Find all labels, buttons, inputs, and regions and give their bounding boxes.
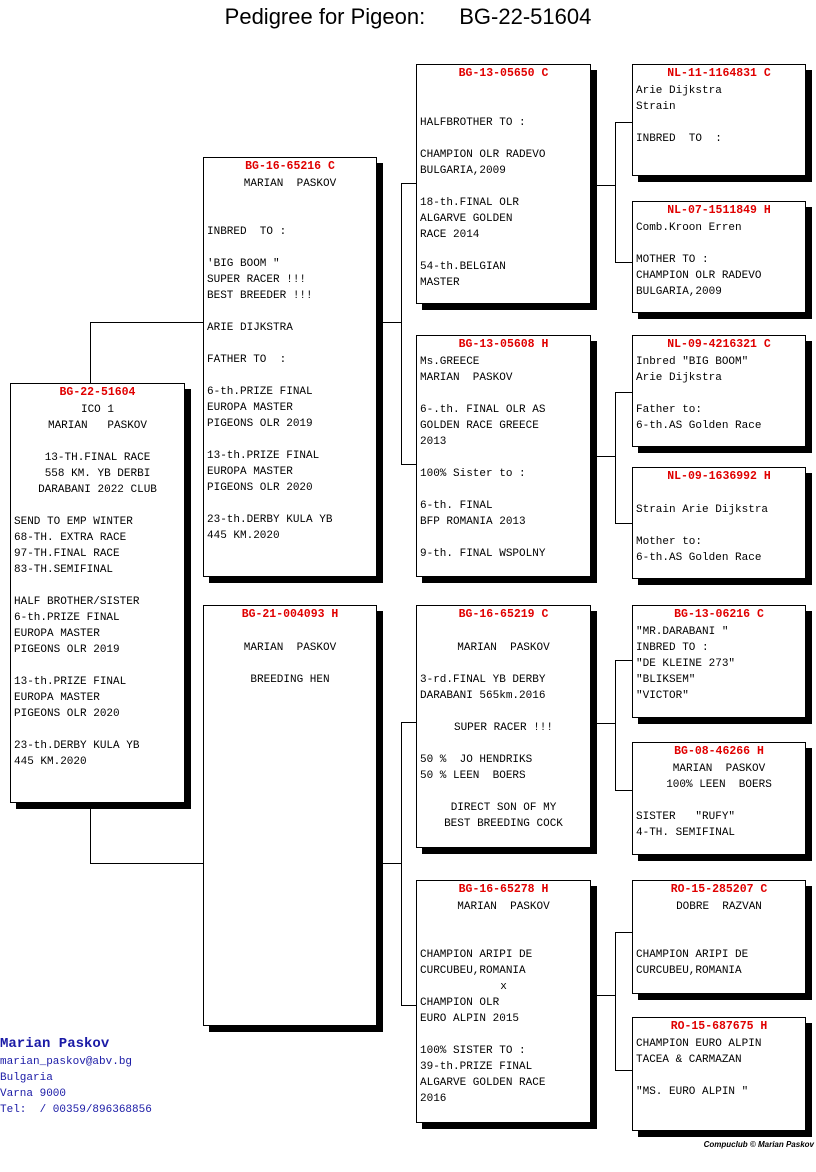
pigeon-info-line: Arie Dijkstra	[636, 372, 722, 384]
pigeon-info-line: 13-TH.FINAL RACE	[44, 452, 151, 464]
pigeon-card-dam-sire	[416, 605, 591, 848]
pigeon-info-line: INBRED TO :	[636, 133, 722, 145]
pigeon-info-line	[420, 736, 587, 752]
pigeon-info-line	[207, 656, 373, 672]
pigeon-card-subject	[10, 383, 185, 803]
connector-line	[615, 523, 633, 524]
pigeon-info-line	[207, 432, 373, 448]
pigeon-info-line: 23-th.DERBY KULA YB	[207, 514, 333, 526]
pigeon-info-line: PIGEONS OLR 2020	[14, 708, 120, 720]
pigeon-info-line: 50 % JO HENDRIKS	[420, 754, 533, 766]
pigeon-info-line	[207, 208, 373, 224]
pigeon-info-line: GOLDEN RACE GREECE	[420, 420, 539, 432]
pigeon-info-line: 558 KM. YB DERBI	[44, 468, 151, 480]
pigeon-info-line: SISTER "RUFY"	[636, 811, 736, 823]
pigeon-info-line: FATHER TO :	[207, 354, 287, 366]
owner-name: Marian Paskov	[0, 1036, 110, 1052]
connector-line	[615, 660, 633, 661]
pigeon-info-line	[14, 434, 181, 450]
connector-line	[615, 122, 616, 262]
pigeon-info-line: 3-rd.FINAL YB DERBY	[420, 674, 546, 686]
pigeon-info-line: 6-th.AS Golden Race	[636, 552, 762, 564]
pigeon-info-line: BULGARIA,2009	[636, 286, 722, 298]
pigeon-info-line	[14, 578, 181, 594]
connector-line	[401, 464, 417, 465]
pigeon-info-line	[207, 496, 373, 512]
pigeon-info-line: BULGARIA,2009	[420, 165, 506, 177]
pigeon-info-line: 39-th.PRIZE FINAL	[420, 1061, 533, 1073]
pigeon-info-line	[420, 931, 587, 947]
pigeon-info-line	[207, 624, 373, 640]
pigeon-info-line: CHAMPION ARIPI DE	[420, 949, 533, 961]
pigeon-card-sire-sire-sire	[632, 64, 806, 176]
ring-number: RO-15-687675 H	[670, 1020, 768, 1033]
connector-line	[615, 262, 633, 263]
pigeon-info-line: Father to:	[636, 404, 703, 416]
ring-number: BG-16-65278 H	[458, 883, 549, 896]
ring-number: BG-08-46266 H	[674, 745, 764, 758]
pigeon-info-line: "MS. EURO ALPIN "	[636, 1086, 749, 1098]
connector-line	[590, 185, 615, 186]
pigeon-info-line: MARIAN PASKOV	[47, 420, 148, 432]
pigeon-info-line: MASTER	[420, 277, 460, 289]
pigeon-info-line: CHAMPION OLR RADEVO	[636, 270, 762, 282]
connector-line	[615, 1070, 633, 1071]
pigeon-info-line	[420, 83, 587, 99]
pigeon-info-line	[14, 722, 181, 738]
pigeon-info-line: 54-th.BELGIAN	[420, 261, 506, 273]
pigeon-info-line	[636, 1068, 802, 1084]
pigeon-info-line	[420, 1027, 587, 1043]
pigeon-card-sire-sire-dam	[632, 201, 806, 313]
pigeon-info-line: BEST BREEDER !!!	[207, 290, 313, 302]
pigeon-info-line: PIGEONS OLR 2020	[207, 482, 313, 494]
owner-country: Bulgaria	[0, 1072, 53, 1084]
pigeon-info-line: "VICTOR"	[636, 690, 689, 702]
pigeon-card-dam-dam-sire	[632, 880, 806, 994]
connector-line	[90, 802, 91, 863]
connector-line	[90, 863, 204, 864]
pigeon-info-line: MOTHER TO :	[636, 254, 709, 266]
owner-city: Varna 9000	[0, 1088, 67, 1100]
pigeon-info-line: Mother to:	[636, 536, 703, 548]
pigeon-info-line	[420, 482, 587, 498]
pigeon-info-line: EUROPA MASTER	[14, 692, 100, 704]
pigeon-info-line	[420, 179, 587, 195]
connector-line	[90, 322, 91, 384]
pigeon-card-dam	[203, 605, 377, 1026]
pigeon-info-line: SUPER RACER !!!	[207, 274, 307, 286]
pigeon-info-line: HALFBROTHER TO :	[420, 117, 526, 129]
pigeon-card-sire-dam-dam	[632, 467, 806, 579]
pigeon-info-line: 83-TH.SEMIFINAL	[14, 564, 114, 576]
pigeon-info-line	[207, 336, 373, 352]
ring-number: NL-09-4216321 C	[667, 338, 771, 351]
pigeon-card-sire-dam	[416, 335, 591, 577]
pigeon-info-line: DOBRE RAZVAN	[676, 901, 762, 913]
pigeon-info-line: Ms.GREECE	[420, 356, 480, 368]
pigeon-info-line	[636, 915, 802, 931]
owner-phone: Tel: / 00359/896368856	[0, 1104, 152, 1116]
pigeon-info-line	[636, 931, 802, 947]
pigeon-info-line: BREEDING HEN	[250, 674, 330, 686]
pigeon-card-dam-sire-sire	[632, 605, 806, 718]
pigeon-info-line: 100% Sister to :	[420, 468, 526, 480]
pigeon-info-line: BFP ROMANIA 2013	[420, 516, 526, 528]
pigeon-info-line: 97-TH.FINAL RACE	[14, 548, 120, 560]
pigeon-info-line: INBRED TO :	[636, 642, 709, 654]
pigeon-info-line: Strain	[636, 101, 676, 113]
pigeon-info-line	[420, 656, 587, 672]
pigeon-info-line: PIGEONS OLR 2019	[14, 644, 120, 656]
pigeon-info-line	[207, 368, 373, 384]
ring-number: BG-22-51604	[59, 386, 136, 399]
pigeon-info-line: 100% SISTER TO :	[420, 1045, 526, 1057]
pigeon-info-line: 9-th. FINAL WSPOLNY	[420, 548, 546, 560]
pigeon-info-line: 2016	[420, 1093, 447, 1105]
pigeon-info-line: PIGEONS OLR 2019	[207, 418, 313, 430]
pigeon-info-line: MARIAN PASKOV	[243, 178, 337, 190]
ring-number: NL-11-1164831 C	[667, 67, 771, 80]
pigeon-info-line	[14, 658, 181, 674]
pigeon-info-line	[420, 131, 587, 147]
pigeon-info-line	[420, 450, 587, 466]
pigeon-info-line	[14, 498, 181, 514]
pigeon-info-line: Inbred "BIG BOOM"	[636, 356, 749, 368]
pigeon-info-line	[636, 518, 802, 534]
pigeon-info-line: MARIAN PASKOV	[243, 642, 337, 654]
pigeon-info-line: EUROPA MASTER	[207, 466, 293, 478]
connector-line	[615, 392, 633, 393]
pigeon-info-line	[420, 243, 587, 259]
pigeon-info-line	[420, 784, 587, 800]
pigeon-card-dam-dam	[416, 880, 591, 1123]
pigeon-info-line	[420, 915, 587, 931]
pigeon-info-line: 2013	[420, 436, 447, 448]
pigeon-info-line: DARABANI 565km.2016	[420, 690, 546, 702]
pigeon-info-line: DARABANI 2022 CLUB	[38, 484, 157, 496]
pigeon-info-line: x	[500, 981, 507, 993]
pigeon-info-line: 100% LEEN BOERS	[666, 779, 772, 791]
owner-contact	[0, 1034, 152, 1118]
pigeon-info-line: "BLIKSEM"	[636, 674, 696, 686]
pigeon-info-line: MARIAN PASKOV	[457, 901, 550, 913]
pigeon-info-line: ALGARVE GOLDEN RACE	[420, 1077, 546, 1089]
owner-email[interactable]: marian_paskov@abv.bg	[0, 1056, 133, 1068]
pigeon-info-line: TACEA & CARMAZAN	[636, 1054, 742, 1066]
connector-line	[615, 392, 616, 523]
pigeon-info-line: EUROPA MASTER	[14, 628, 100, 640]
connector-line	[376, 863, 401, 864]
pigeon-info-line	[420, 99, 587, 115]
pigeon-info-line	[420, 386, 587, 402]
pigeon-info-line: ALGARVE GOLDEN	[420, 213, 513, 225]
pigeon-info-line: 6-th. FINAL	[420, 500, 493, 512]
pigeon-info-line: EUROPA MASTER	[207, 402, 293, 414]
pigeon-info-line: CURCUBEU,ROMANIA	[420, 965, 526, 977]
ring-number: NL-09-1636992 H	[667, 470, 771, 483]
connector-line	[615, 932, 616, 1070]
ring-number: RO-15-285207 C	[670, 883, 768, 896]
connector-line	[590, 456, 615, 457]
connector-line	[401, 183, 402, 464]
connector-line	[590, 723, 615, 724]
pigeon-info-line: CHAMPION OLR	[420, 997, 500, 1009]
pigeon-card-sire-dam-sire	[632, 335, 806, 447]
pigeon-info-line: MARIAN PASKOV	[672, 763, 766, 775]
pigeon-info-line: ARIE DIJKSTRA	[207, 322, 293, 334]
pigeon-info-line: CHAMPION EURO ALPIN	[636, 1038, 762, 1050]
pigeon-info-line	[636, 386, 802, 402]
pigeon-info-line: CHAMPION ARIPI DE	[636, 949, 749, 961]
pigeon-info-line	[636, 115, 802, 131]
pigeon-info-line: 'BIG BOOM "	[207, 258, 280, 270]
connector-line	[401, 183, 417, 184]
pigeon-card-sire	[203, 157, 377, 577]
title-prefix: Pedigree for Pigeon:	[224, 4, 426, 29]
pigeon-info-line	[636, 236, 802, 252]
pigeon-info-line: ICO 1	[80, 404, 114, 416]
pigeon-info-line: 18-th.FINAL OLR	[420, 197, 520, 209]
pigeon-info-line: 23-th.DERBY KULA YB	[14, 740, 140, 752]
pigeon-info-line	[420, 624, 587, 640]
connector-line	[376, 322, 401, 323]
ring-number: BG-13-06216 C	[674, 608, 764, 621]
pigeon-info-line: DIRECT SON OF MY	[450, 802, 557, 814]
pigeon-info-line: "MR.DARABANI "	[636, 626, 729, 638]
connector-line	[615, 122, 633, 123]
pigeon-info-line: CURCUBEU,ROMANIA	[636, 965, 742, 977]
pigeon-info-line: 445 KM.2020	[207, 530, 280, 542]
connector-line	[90, 322, 204, 323]
pigeon-info-line: 13-th.PRIZE FINAL	[14, 676, 127, 688]
pigeon-info-line	[636, 793, 802, 809]
connector-line	[590, 995, 615, 996]
pigeon-info-line: 13-th.PRIZE FINAL	[207, 450, 320, 462]
pigeon-info-line: EURO ALPIN 2015	[420, 1013, 520, 1025]
pigeon-info-line: "DE KLEINE 273"	[636, 658, 736, 670]
pigeon-info-line: SEND TO EMP WINTER	[14, 516, 133, 528]
pigeon-info-line: Arie Dijkstra	[636, 85, 722, 97]
ring-number: BG-13-05650 C	[458, 67, 549, 80]
pigeon-info-line: 6-th.PRIZE FINAL	[207, 386, 313, 398]
pigeon-info-line: 4-TH. SEMIFINAL	[636, 827, 736, 839]
ring-number: BG-13-05608 H	[458, 338, 549, 351]
pigeon-info-line: RACE 2014	[420, 229, 480, 241]
title-ring: BG-22-51604	[459, 4, 592, 29]
connector-line	[615, 932, 633, 933]
connector-line	[401, 722, 402, 1005]
pigeon-info-line	[207, 192, 373, 208]
ring-number: BG-16-65216 C	[245, 160, 335, 173]
pigeon-card-dam-sire-dam	[632, 742, 806, 855]
pigeon-info-line: SUPER RACER !!!	[453, 722, 554, 734]
pigeon-info-line: 6-.th. FINAL OLR AS	[420, 404, 546, 416]
pigeon-info-line: INBRED TO :	[207, 226, 287, 238]
connector-line	[401, 722, 417, 723]
pigeon-card-sire-sire	[416, 64, 591, 304]
page-title	[0, 4, 816, 30]
pigeon-info-line: 445 KM.2020	[14, 756, 87, 768]
pigeon-info-line: 6-th.AS Golden Race	[636, 420, 762, 432]
pigeon-info-line: MARIAN PASKOV	[420, 372, 513, 384]
pigeon-info-line: MARIAN PASKOV	[457, 642, 550, 654]
pigeon-info-line: HALF BROTHER/SISTER	[14, 596, 140, 608]
pigeon-info-line: 6-th.PRIZE FINAL	[14, 612, 120, 624]
connector-line	[615, 660, 616, 790]
pigeon-info-line	[420, 530, 587, 546]
pigeon-info-line	[207, 240, 373, 256]
pigeon-info-line: CHAMPION OLR RADEVO	[420, 149, 546, 161]
ring-number: NL-07-1511849 H	[667, 204, 771, 217]
ring-number: BG-16-65219 C	[458, 608, 549, 621]
pigeon-info-line	[420, 704, 587, 720]
connector-line	[401, 1005, 417, 1006]
connector-line	[615, 790, 633, 791]
pigeon-info-line	[636, 486, 802, 502]
pigeon-info-line: Comb.Kroon Erren	[636, 222, 742, 234]
pigeon-card-dam-dam-dam	[632, 1017, 806, 1131]
pigeon-info-line: Strain Arie Dijkstra	[636, 504, 769, 516]
ring-number: BG-21-004093 H	[241, 608, 339, 621]
footer-credit: Compuclub © Marian Paskov	[703, 1140, 814, 1149]
pigeon-info-line: 68-TH. EXTRA RACE	[14, 532, 127, 544]
pigeon-info-line: BEST BREEDING COCK	[444, 818, 563, 830]
pigeon-info-line	[207, 304, 373, 320]
pigeon-info-line: 50 % LEEN BOERS	[420, 770, 526, 782]
